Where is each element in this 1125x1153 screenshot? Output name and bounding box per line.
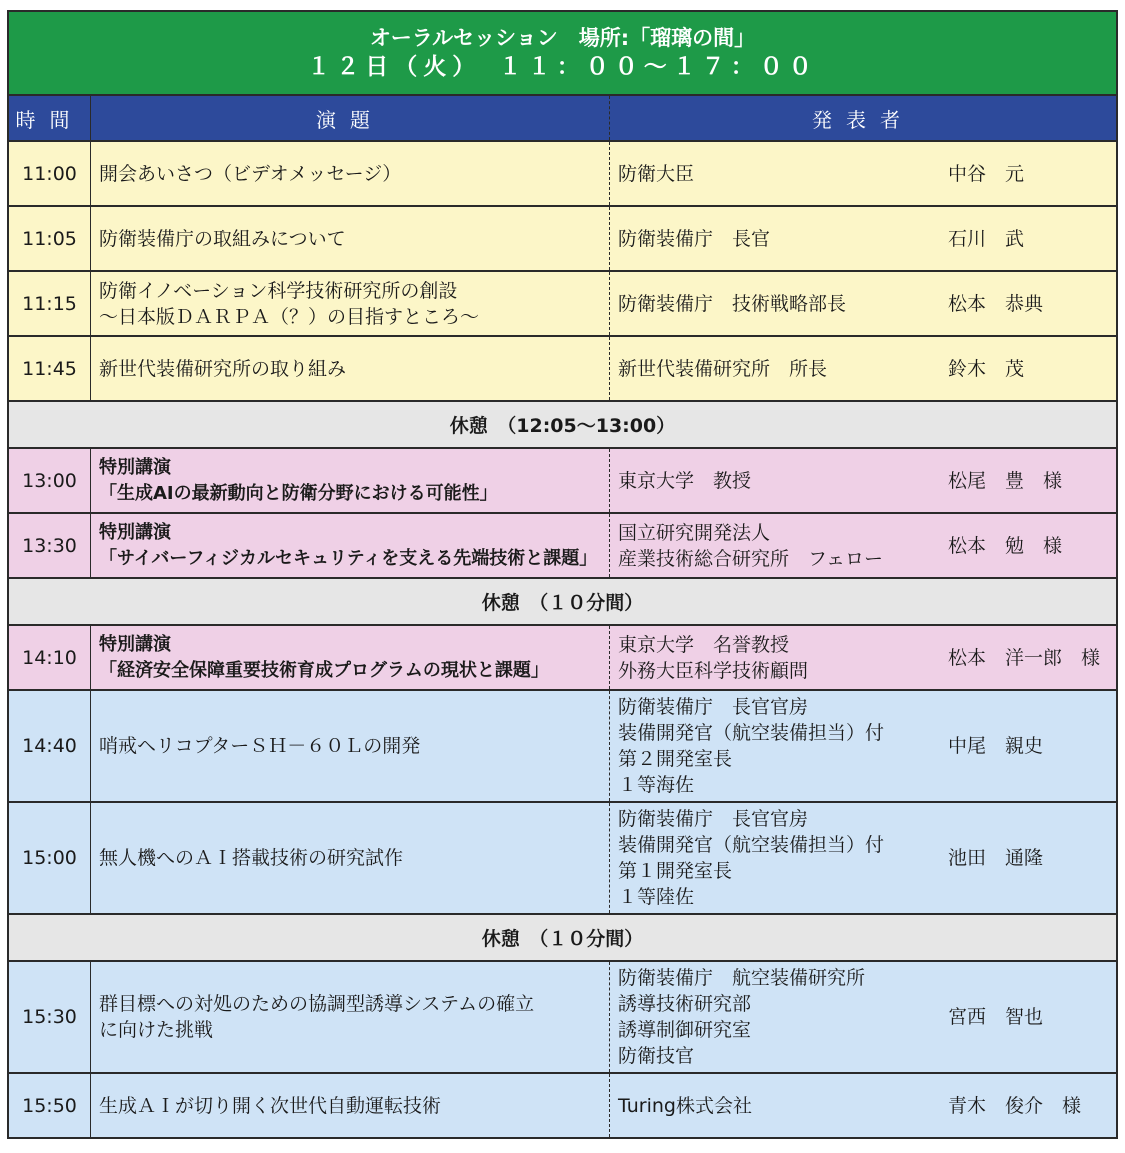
time-cell: 15:50 — [9, 1074, 91, 1137]
affiliation-line: 防衛大臣 — [618, 162, 695, 185]
speaker-name: 松本 勉 様 — [948, 534, 1063, 557]
speaker-cell — [610, 207, 1116, 270]
time-cell: 11:45 — [9, 337, 91, 400]
affiliation-line: １等海佐 — [618, 774, 695, 796]
title-cell — [91, 1074, 610, 1137]
speaker-name: 宮西 智也 — [948, 1006, 1044, 1028]
session-title-banner — [9, 12, 1116, 96]
table-row — [9, 449, 1116, 514]
title-line: 開会あいさつ（ビデオメッセージ） — [99, 162, 402, 185]
title-cell — [91, 272, 610, 335]
title-line: 新世代装備研究所の取り組み — [99, 357, 347, 380]
title-line: 群目標への対処のための協調型誘導システムの確立 — [99, 993, 535, 1015]
speaker-cell — [610, 1074, 1116, 1137]
speaker-affiliation — [610, 226, 948, 252]
speaker-cell — [610, 626, 1116, 689]
speaker-name: 鈴木 茂 — [948, 357, 1025, 380]
title-cell — [91, 962, 610, 1072]
speaker-name: 青木 俊介 様 — [948, 1094, 1082, 1117]
session-date-time: １２日（火） １１：００〜１７：００ — [307, 54, 818, 80]
title-line: 防衛装備庁の取組みについて — [99, 227, 346, 250]
speaker-cell — [610, 449, 1116, 512]
break-row: 休憩 （１０分間） — [9, 579, 1116, 626]
title-line: 特別講演 — [99, 521, 171, 543]
title-cell — [91, 207, 610, 270]
table-row — [9, 514, 1116, 579]
affiliation-line: 防衛技官 — [618, 1045, 695, 1067]
affiliation-line: 東京大学 教授 — [618, 469, 752, 492]
table-row — [9, 272, 1116, 337]
affiliation-line: 産業技術総合研究所 フェロー — [618, 547, 884, 570]
title-cell — [91, 449, 610, 512]
speaker-name: 松尾 豊 様 — [948, 469, 1063, 492]
speaker-affiliation — [610, 632, 948, 684]
affiliation-line: 新世代装備研究所 所長 — [618, 357, 828, 380]
time-cell: 13:30 — [9, 514, 91, 577]
affiliation-line: 装備開発官（航空装備担当）付 — [618, 722, 885, 744]
affiliation-line: 防衛装備庁 航空装備研究所 — [618, 967, 866, 989]
table-row — [9, 337, 1116, 402]
affiliation-line: 防衛装備庁 技術戦略部長 — [618, 292, 847, 315]
speaker-name: 中尾 親史 — [948, 735, 1044, 757]
speaker-affiliation — [610, 161, 948, 187]
break-row: 休憩 （１０分間） — [9, 915, 1116, 962]
title-cell — [91, 691, 610, 801]
speaker-cell — [610, 803, 1116, 913]
time-cell: 13:00 — [9, 449, 91, 512]
time-cell: 15:00 — [9, 803, 91, 913]
speaker-affiliation — [610, 1093, 948, 1119]
affiliation-line: 誘導技術研究部 — [618, 993, 752, 1015]
affiliation-line: 東京大学 名誉教授 — [618, 633, 790, 656]
speaker-affiliation — [610, 356, 948, 382]
time-cell: 11:00 — [9, 142, 91, 205]
speaker-affiliation — [610, 965, 948, 1069]
time-cell: 15:30 — [9, 962, 91, 1072]
table-row — [9, 962, 1116, 1074]
time-cell: 14:40 — [9, 691, 91, 801]
title-cell — [91, 626, 610, 689]
col-header-time: 時間 — [9, 96, 91, 140]
speaker-cell — [610, 337, 1116, 400]
title-line: 特別講演 — [99, 633, 171, 655]
speaker-name: 松本 恭典 — [948, 292, 1044, 315]
speaker-cell — [610, 142, 1116, 205]
speaker-affiliation — [610, 520, 948, 572]
affiliation-line: 防衛装備庁 長官官房 — [618, 808, 809, 830]
time-cell: 11:05 — [9, 207, 91, 270]
speaker-name: 中谷 元 — [948, 162, 1025, 185]
table-row — [9, 1074, 1116, 1139]
speaker-name: 池田 通隆 — [948, 847, 1044, 869]
table-header — [9, 96, 1116, 142]
speaker-affiliation — [610, 806, 948, 910]
speaker-affiliation — [610, 291, 948, 317]
affiliation-line: 第１開発室長 — [618, 860, 733, 882]
title-line: に向けた挑戦 — [99, 1019, 214, 1041]
title-cell — [91, 514, 610, 577]
title-line: 無人機へのＡＩ搭載技術の研究試作 — [99, 847, 404, 869]
session-title: オーラルセッション 場所:「瑠璃の間」 — [369, 26, 756, 50]
title-line: 哨戒ヘリコプターＳＨ－６０Ｌの開発 — [99, 735, 421, 757]
title-line: 「サイバーフィジカルセキュリティを支える先端技術と課題」 — [99, 547, 598, 569]
affiliation-line: Turing株式会社 — [618, 1094, 752, 1117]
title-line: 生成ＡＩが切り開く次世代自動運転技術 — [99, 1094, 442, 1117]
table-row — [9, 626, 1116, 691]
title-line: 特別講演 — [99, 456, 171, 478]
affiliation-line: 第２開発室長 — [618, 748, 733, 770]
affiliation-line: 防衛装備庁 長官 — [618, 227, 771, 250]
time-cell: 11:15 — [9, 272, 91, 335]
table-row — [9, 207, 1116, 272]
affiliation-line: １等陸佐 — [618, 886, 695, 908]
col-header-title: 演題 — [91, 96, 610, 140]
title-cell — [91, 142, 610, 205]
affiliation-line: 国立研究開発法人 — [618, 521, 771, 544]
table-body — [9, 142, 1116, 1139]
col-header-speaker: 発表者 — [812, 107, 914, 132]
schedule-table — [7, 10, 1118, 1139]
speaker-cell — [610, 962, 1116, 1072]
speaker-name: 松本 洋一郎 様 — [948, 646, 1101, 669]
time-cell: 14:10 — [9, 626, 91, 689]
speaker-affiliation — [610, 694, 948, 798]
affiliation-line: 外務大臣科学技術顧問 — [618, 659, 809, 682]
speaker-cell — [610, 272, 1116, 335]
title-cell — [91, 803, 610, 913]
speaker-name: 石川 武 — [948, 227, 1025, 250]
affiliation-line: 防衛装備庁 長官官房 — [618, 696, 809, 718]
table-row — [9, 691, 1116, 803]
title-line: 「経済安全保障重要技術育成プログラムの現状と課題」 — [99, 659, 549, 681]
title-cell — [91, 337, 610, 400]
break-row: 休憩 （12:05〜13:00） — [9, 402, 1116, 449]
speaker-cell — [610, 514, 1116, 577]
title-line: 「生成AIの最新動向と防衛分野における可能性」 — [99, 482, 498, 504]
affiliation-line: 装備開発官（航空装備担当）付 — [618, 834, 885, 856]
speaker-cell — [610, 691, 1116, 801]
table-row — [9, 142, 1116, 207]
affiliation-line: 誘導制御研究室 — [618, 1019, 752, 1041]
title-line: 防衛イノベーション科学技術研究所の創設 — [99, 279, 458, 302]
table-row — [9, 803, 1116, 915]
title-line: 〜日本版ＤＡＲＰＡ（？）の目指すところ〜 — [99, 305, 480, 328]
speaker-affiliation — [610, 468, 948, 494]
